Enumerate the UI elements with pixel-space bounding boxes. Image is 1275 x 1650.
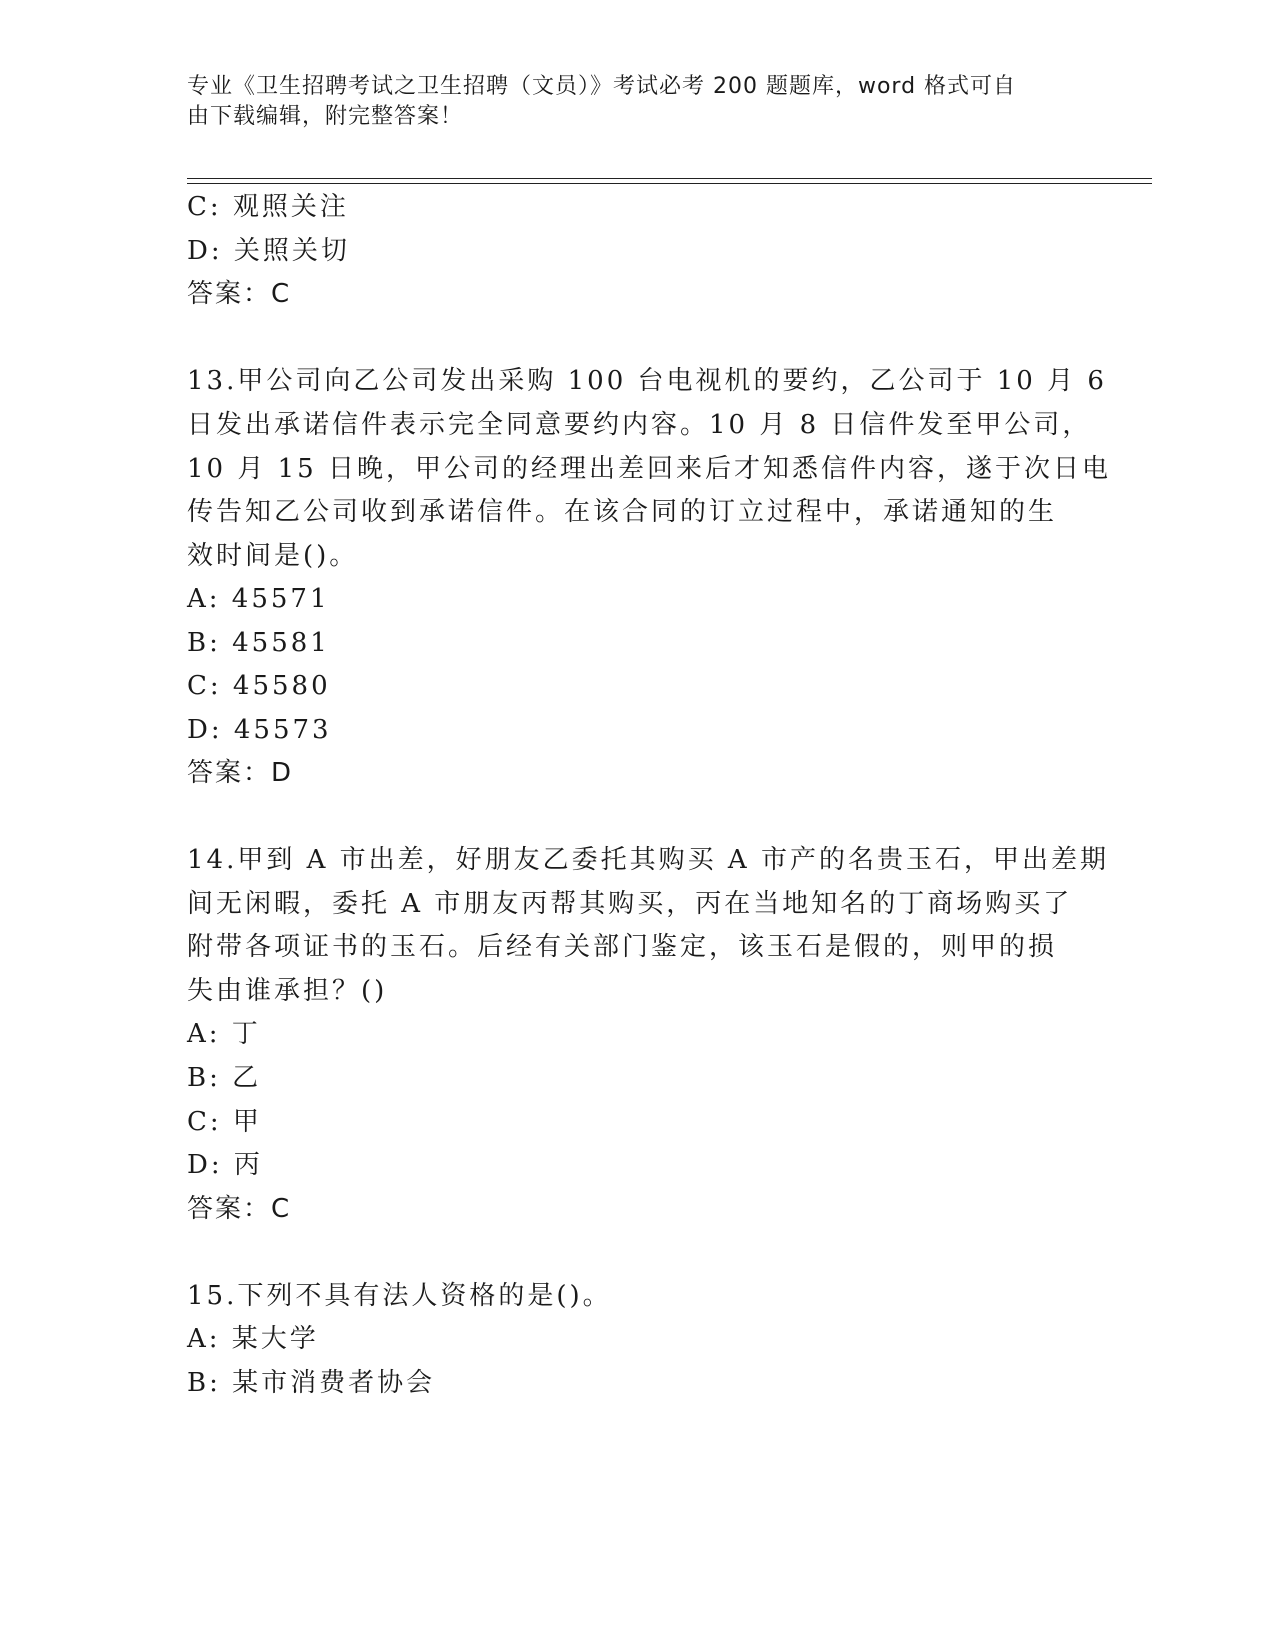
q12-option-d: D: 关照关切 xyxy=(187,236,350,266)
q14-option-c: C: 甲 xyxy=(187,1107,262,1137)
q13-answer: 答案：D xyxy=(187,758,294,788)
q14-option-d: D: 丙 xyxy=(187,1150,263,1180)
q15-option-b: B: 某市消费者协会 xyxy=(187,1368,436,1398)
q12-option-c: C: 观照关注 xyxy=(187,192,349,222)
q14-option-a: A: 丁 xyxy=(187,1019,261,1049)
q15-option-a: A: 某大学 xyxy=(187,1324,319,1354)
header-divider-top xyxy=(187,178,1152,179)
q14-stem-line-2: 间无闲暇，委托 A 市朋友丙帮其购买，丙在当地知名的丁商场购买了 xyxy=(187,889,1073,919)
q14-stem-line-3: 附带各项证书的玉石。后经有关部门鉴定，该玉石是假的，则甲的损 xyxy=(187,932,1058,962)
q13-stem-line-1: 13.甲公司向乙公司发出采购 100 台电视机的要约，乙公司于 10 月 6 xyxy=(187,366,1107,396)
q13-option-c: C: 45580 xyxy=(187,671,331,701)
header-line-2: 由下载编辑，附完整答案！ xyxy=(187,104,464,129)
q13-option-b: B: 45581 xyxy=(187,628,330,658)
q14-stem-line-1: 14.甲到 A 市出差，好朋友乙委托其购买 A 市产的名贵玉石，甲出差期 xyxy=(187,845,1109,875)
q15-stem: 15.下列不具有法人资格的是()。 xyxy=(187,1281,612,1311)
header-divider-bottom xyxy=(187,183,1152,184)
q13-stem-line-3: 10 月 15 日晚，甲公司的经理出差回来后才知悉信件内容，遂于次日电 xyxy=(187,454,1111,484)
q13-stem-line-2: 日发出承诺信件表示完全同意要约内容。10 月 8 日信件发至甲公司， xyxy=(187,410,1092,440)
q13-stem-line-5: 效时间是()。 xyxy=(187,541,359,571)
q13-stem-line-4: 传告知乙公司收到承诺信件。在该合同的订立过程中，承诺通知的生 xyxy=(187,497,1058,527)
q14-answer: 答案：C xyxy=(187,1194,292,1224)
document-header xyxy=(187,72,1067,132)
q13-option-d: D: 45573 xyxy=(187,715,332,745)
header-line-1: 专业《卫生招聘考试之卫生招聘（文员）》考试必考 200 题题库，word 格式可自 xyxy=(187,74,1017,99)
q14-option-b: B: 乙 xyxy=(187,1063,262,1093)
q12-answer: 答案：C xyxy=(187,279,292,309)
q13-option-a: A: 45571 xyxy=(187,584,330,614)
q14-stem-line-4: 失由谁承担？() xyxy=(187,976,388,1006)
